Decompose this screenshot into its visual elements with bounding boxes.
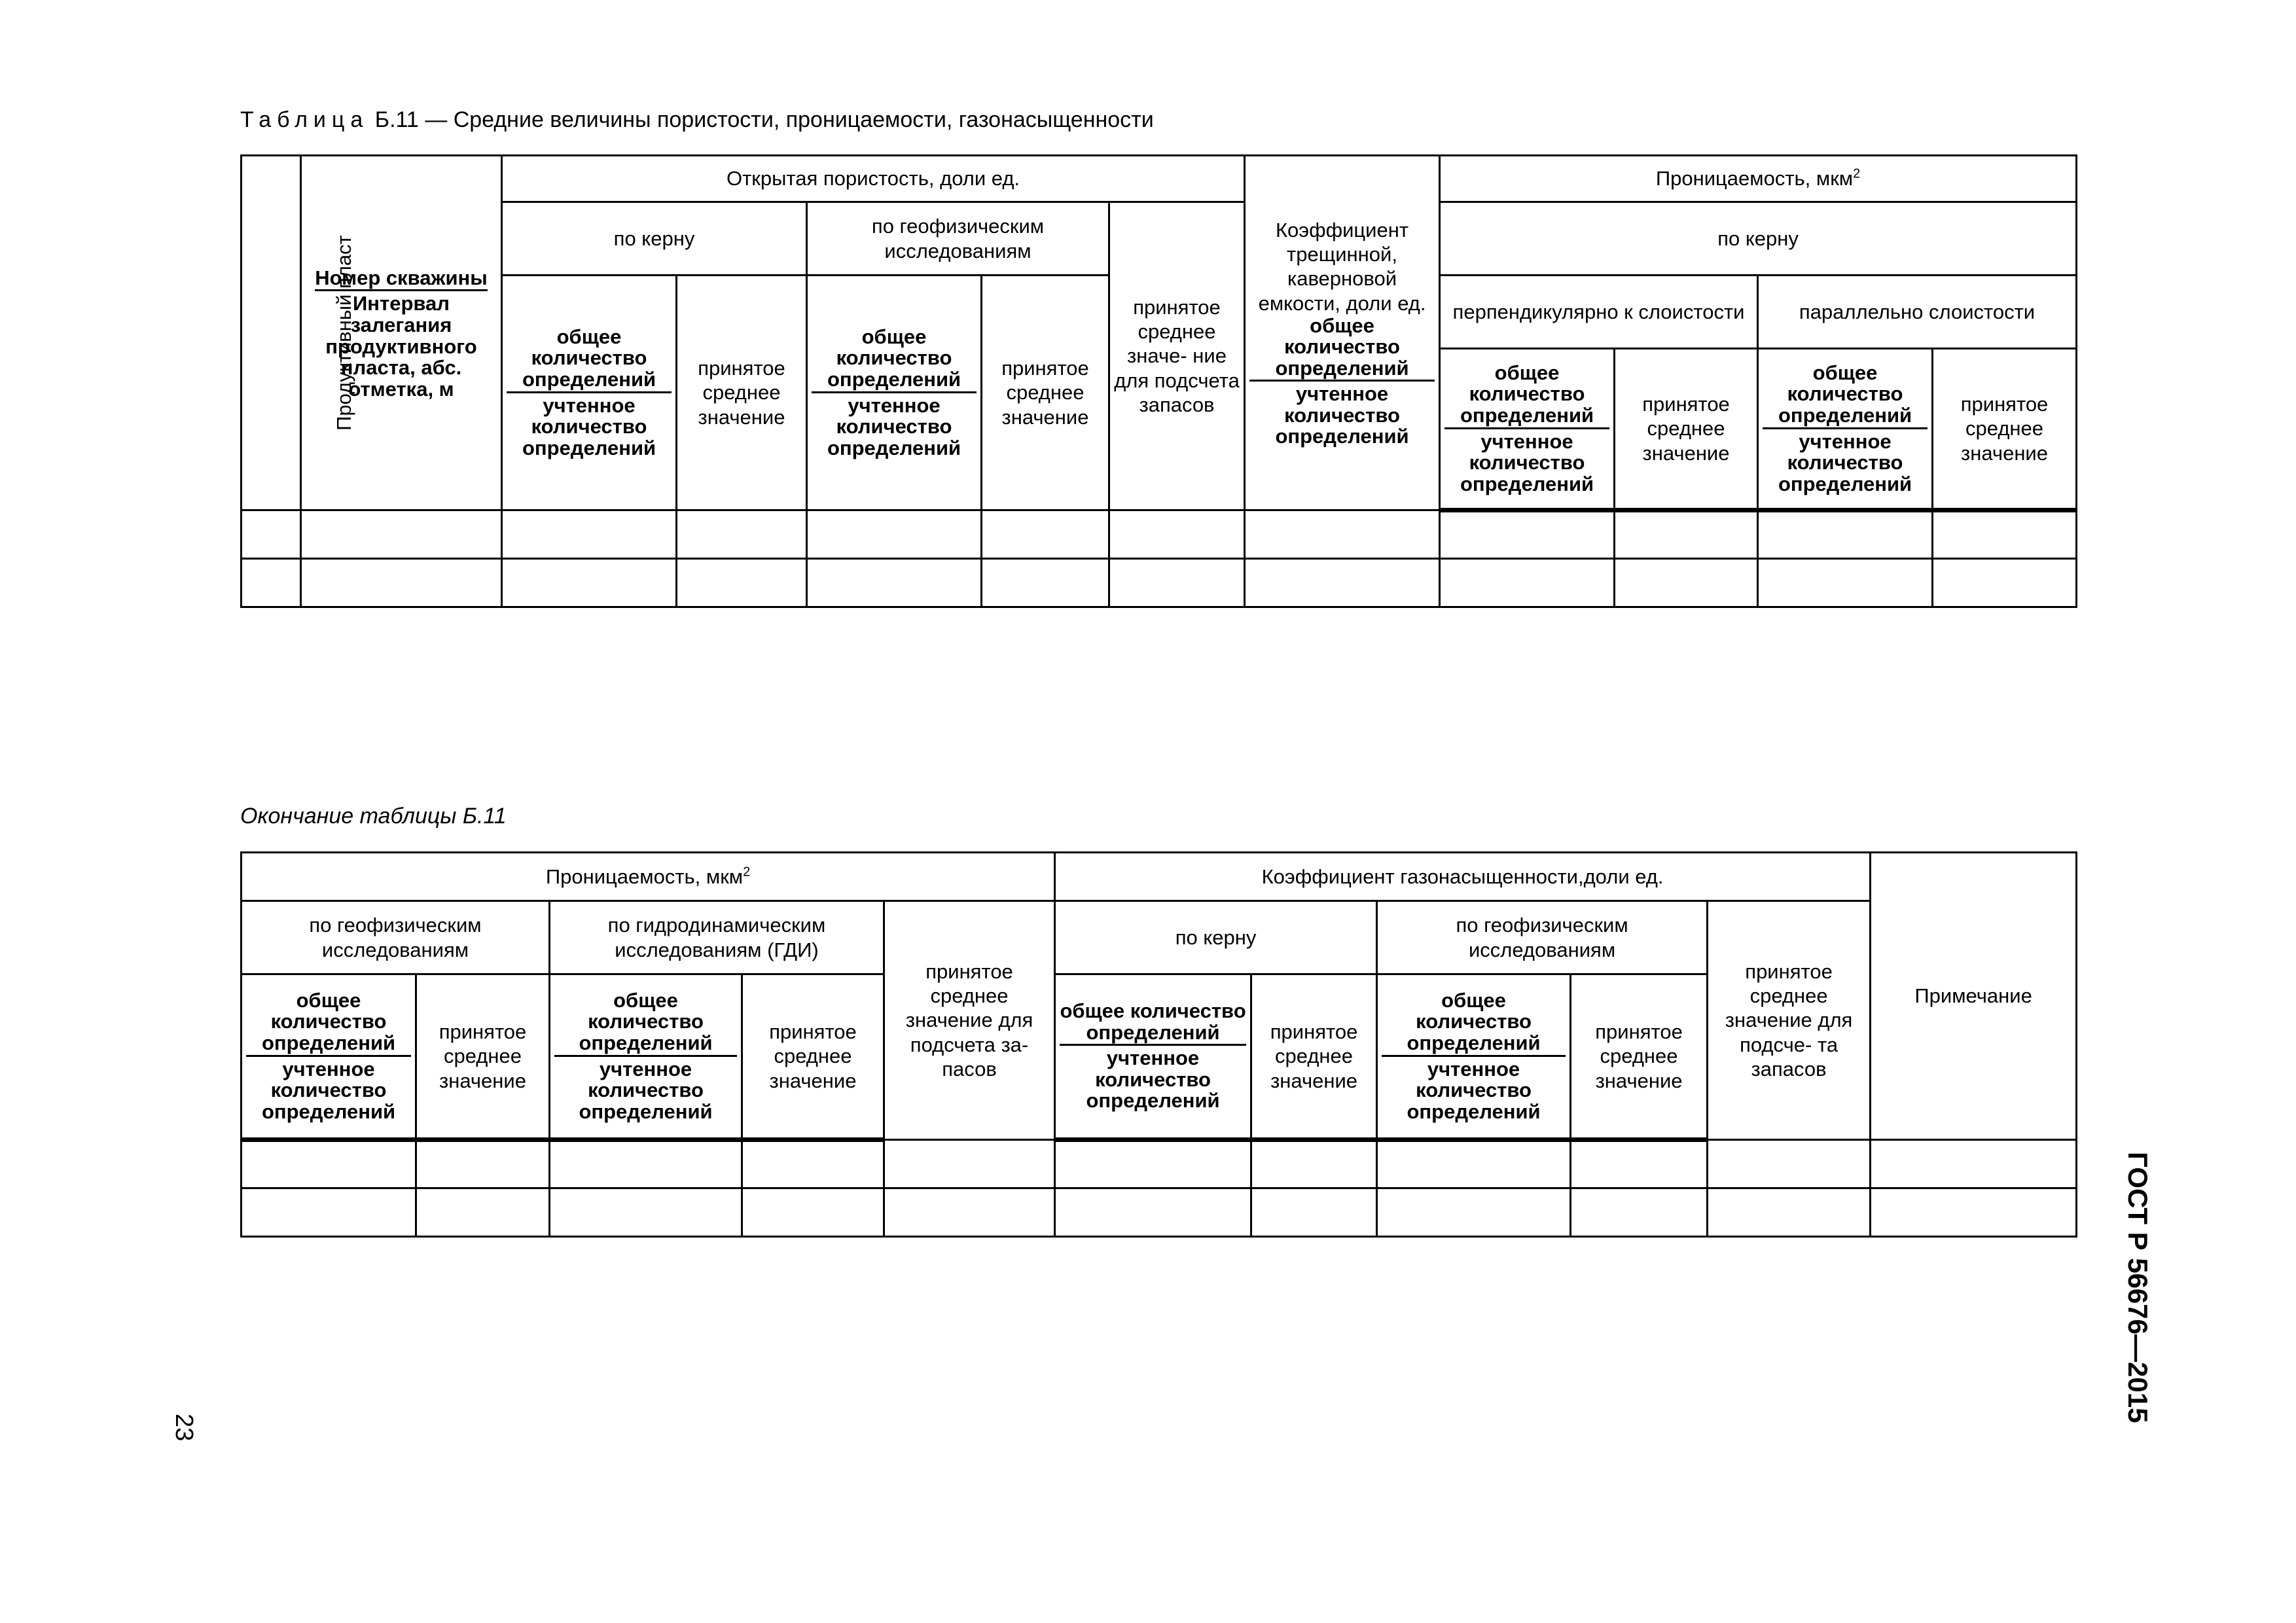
table-caption [240, 107, 1154, 133]
header-permeability-by-core: по керну [1440, 202, 2077, 276]
table-caption-text: Б.11 — Средние величины пористости, проницаемости, газонасыщенности [374, 107, 1154, 132]
page-number: 23 [170, 1414, 198, 1442]
table-porosity-permeability [240, 154, 2077, 608]
header-accepted-avg: принятое среднее значение [1933, 349, 2077, 510]
header-total-count: общее количество определений учтенное количество определений [502, 276, 677, 510]
header-accepted-avg: принятое среднее значение [982, 276, 1109, 510]
header-total-count: общее количество определений учтенное количество определений [1758, 349, 1933, 510]
table-row [242, 559, 2077, 607]
header-accepted-avg: принятое среднее значение [1251, 974, 1377, 1140]
header-note: Примечание [1871, 853, 2077, 1140]
table-permeability-gas-saturation [240, 851, 2077, 1238]
header-gas-saturation: Коэффициент газонасыщенности,доли ед. [1055, 853, 1871, 901]
table-row [242, 1140, 2077, 1188]
standard-id: ГОСТ Р 56676—2015 [2123, 1152, 2153, 1423]
header-porosity-by-geophys: по геофизическим исследованиям [807, 202, 1109, 276]
header-accepted-avg: принятое среднее значение [1615, 349, 1758, 510]
header-accepted-avg: принятое среднее значение [742, 974, 884, 1140]
table-caption-prefix: Таблица [240, 107, 369, 132]
header-gas-by-core: по керну [1055, 901, 1377, 974]
header-accepted-avg-reserves: принятое среднее значе- ние для подсчета запасов [1109, 202, 1245, 510]
table-row [242, 1188, 2077, 1237]
header-accepted-avg: принятое среднее значение [416, 974, 550, 1140]
header-accepted-avg-reserves: принятое среднее значение для подсче- та запасов [1708, 901, 1871, 1140]
header-well-number: Номер скважины [315, 268, 488, 292]
header-perpendicular: перпендикулярно к слоистости [1440, 276, 1758, 349]
header-fracture-coef: Коэффициент трещинной, каверновой емкости, доли ед. общее количество определений учтенное количество определений [1245, 156, 1440, 510]
header-accepted-avg: принятое среднее значение [1571, 974, 1708, 1140]
header-gas-by-geophys: по геофизическим исследованиям [1377, 901, 1708, 974]
header-total-count: общее количество определений учтенное количество определений [1440, 349, 1615, 510]
header-accepted-avg-reserves: принятое среднее значение для подсчета за- пасов [884, 901, 1055, 1140]
table-continuation-caption: Окончание таблицы Б.11 [240, 804, 507, 829]
header-perm-by-geophys: по геофизическим исследованиям [242, 901, 550, 974]
header-productive-layer: Продуктивный пласт [242, 156, 301, 510]
header-permeability: Проницаемость, мкм$^2$ [1440, 156, 2077, 202]
header-total-count: общее количество определений учтенное количество определений [1377, 974, 1571, 1140]
header-interval: Интервал залегания продуктивного пласта, абс. отметка, м [325, 292, 477, 401]
table-row [242, 510, 2077, 559]
header-parallel: параллельно слоистости [1758, 276, 2077, 349]
header-porosity-by-core: по керну [502, 202, 807, 276]
header-accepted-avg: принятое среднее значение [677, 276, 807, 510]
header-total-count: общее количество определений учтенное количество определений [242, 974, 416, 1140]
header-total-count: общее количество определений учтенное количество определений [1055, 974, 1251, 1140]
header-perm-by-gdi: по гидродинамическим исследованиям (ГДИ) [550, 901, 884, 974]
header-well-interval [301, 156, 502, 510]
header-total-count: общее количество определений учтенное количество определений [550, 974, 742, 1140]
header-permeability: Проницаемость, мкм$^2$ [242, 853, 1055, 901]
header-total-count: общее количество определений учтенное количество определений [807, 276, 982, 510]
header-open-porosity: Открытая пористость, доли ед. [502, 156, 1245, 202]
